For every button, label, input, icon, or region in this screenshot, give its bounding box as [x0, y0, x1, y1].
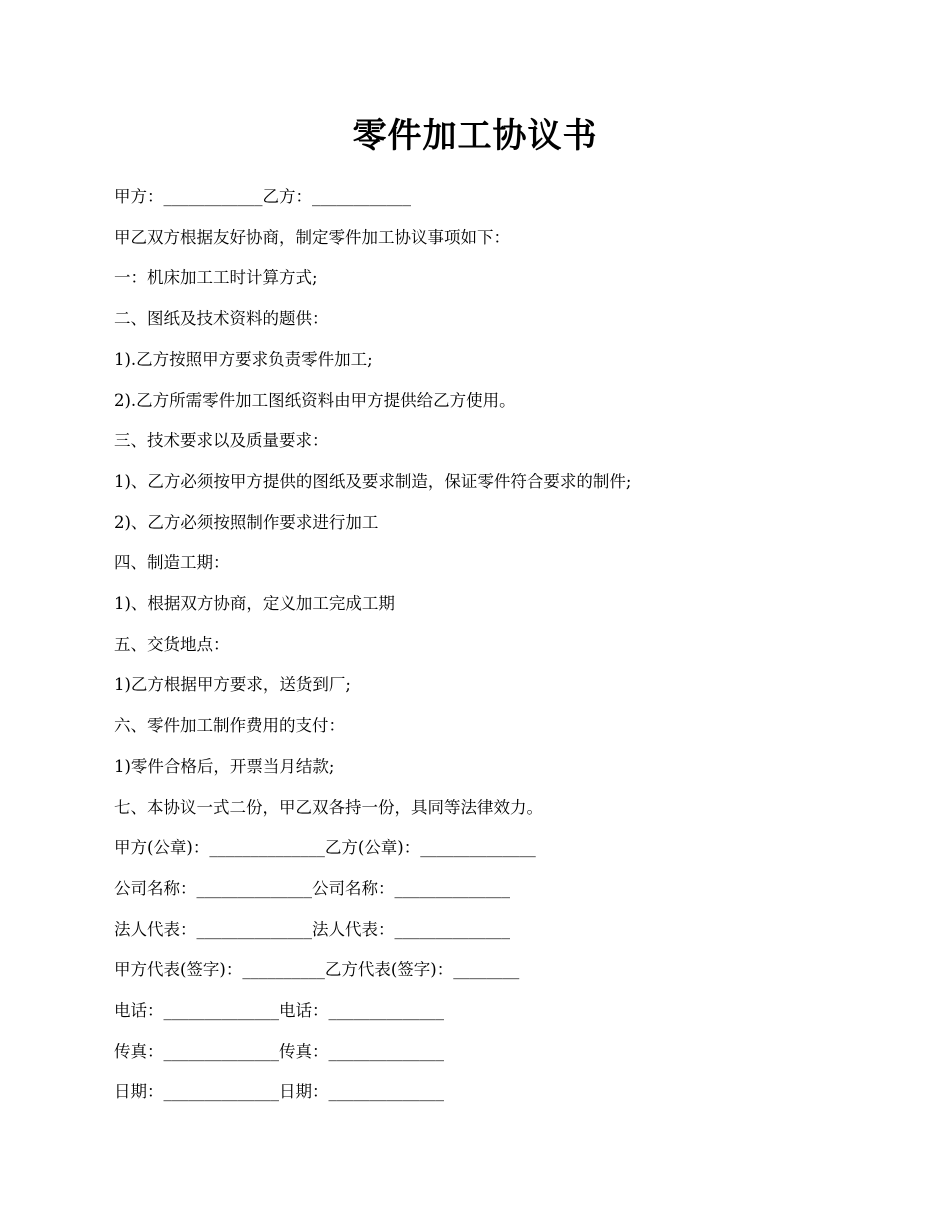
clause-3-item-2: 2)、乙方必须按照制作要求进行加工 [114, 512, 379, 532]
clause-4-heading: 四、制造工期： [114, 553, 230, 573]
clause-2-item-1: 1).乙方按照甲方要求负责零件加工; [114, 349, 373, 369]
intro-line: 甲乙双方根据友好协商，制定零件加工协议事项如下： [114, 227, 510, 247]
clause-2-heading: 二、图纸及技术资料的题供： [114, 309, 329, 329]
signature-date-line: 日期：______________日期：______________ [114, 1082, 444, 1102]
clause-6-heading: 六、零件加工制作费用的支付： [114, 716, 345, 736]
signature-fax-line: 传真：______________传真：______________ [114, 1041, 444, 1061]
clause-3-heading: 三、技术要求以及质量要求： [114, 431, 329, 451]
clause-2-item-2: 2).乙方所需零件加工图纸资料由甲方提供给乙方使用。 [114, 390, 516, 410]
signature-seal-line: 甲方(公章)：______________乙方(公章)：______________ [114, 838, 536, 858]
clause-4-item-1: 1)、根据双方协商，定义加工完成工期 [114, 594, 395, 614]
clause-5-item-1: 1)乙方根据甲方要求，送货到厂; [114, 675, 351, 695]
clause-1-heading: 一：机床加工工时计算方式; [114, 268, 318, 288]
clause-6-item-1: 1)零件合格后，开票当月结款; [114, 756, 335, 776]
signature-legal-rep-line: 法人代表：______________法人代表：______________ [114, 919, 510, 939]
document-title: 零件加工协议书 [352, 116, 598, 156]
signature-company-line: 公司名称：______________公司名称：______________ [114, 878, 510, 898]
signature-phone-line: 电话：______________电话：______________ [114, 1001, 444, 1021]
document-body [114, 177, 874, 1113]
parties-line: 甲方：____________乙方：____________ [114, 187, 411, 206]
clause-3-item-1: 1)、乙方必须按甲方提供的图纸及要求制造，保证零件符合要求的制件; [114, 471, 632, 491]
clause-7-line: 七、本协议一式二份，甲乙双各持一份，具同等法律效力。 [114, 797, 543, 817]
signature-representative-line: 甲方代表(签字)：__________乙方代表(签字)：________ [114, 960, 520, 980]
clause-5-heading: 五、交货地点： [114, 634, 230, 654]
